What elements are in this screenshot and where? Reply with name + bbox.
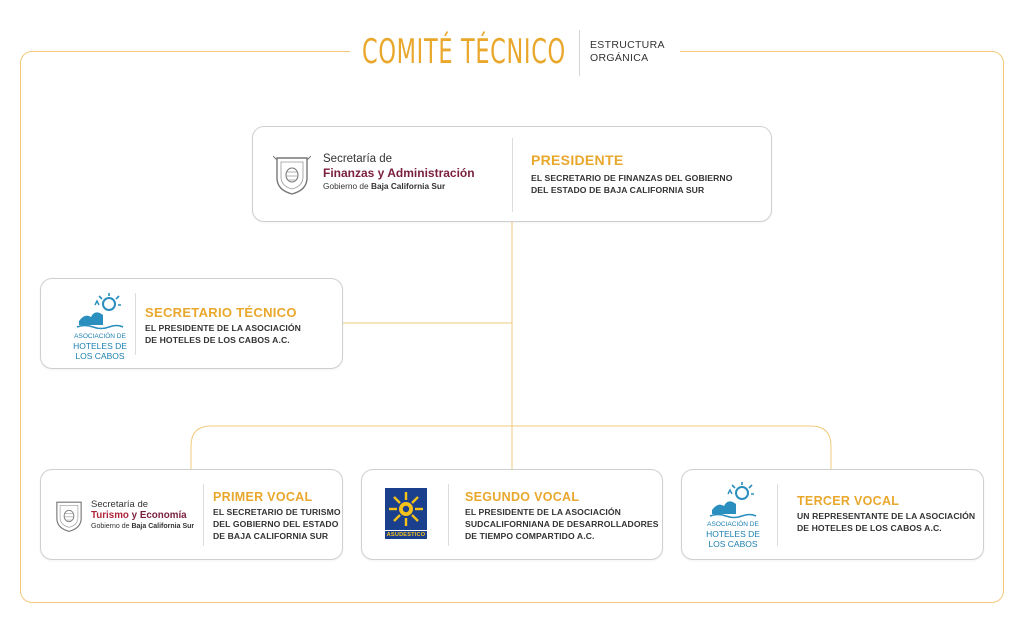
finanzas-logo-line2: Finanzas y Administración xyxy=(323,166,475,180)
presidente-separator xyxy=(512,138,513,212)
vocales-branch-line xyxy=(191,426,831,470)
primer-vocal-separator xyxy=(203,484,204,546)
hotel-logo-line2: HOTELES DE xyxy=(706,529,760,539)
finanzas-logo-line1: Secretaría de xyxy=(323,153,393,165)
hotel-association-logo-icon xyxy=(75,291,125,331)
segundo-vocal-card xyxy=(361,469,663,560)
turismo-logo-line1: Secretaría de xyxy=(91,499,149,510)
primer-vocal-description: EL SECRETARIO DE TURISMO DEL GOBIERNO DEL ESTADO DE BAJA CALIFORNIA SUR xyxy=(213,507,341,541)
header xyxy=(350,24,680,80)
finanzas-logo-text xyxy=(323,152,475,192)
hotel-association-logo-icon xyxy=(708,480,758,520)
hotel-logo-line3: LOS CABOS xyxy=(708,539,758,549)
secretario-card xyxy=(40,278,343,369)
bcs-coat-of-arms-icon xyxy=(53,499,85,533)
asudestico-label: ASUDESTICO xyxy=(386,532,426,538)
sun-icon xyxy=(385,488,427,530)
subtitle-line-2: ORGÁNICA xyxy=(590,52,649,64)
tercer-vocal-separator xyxy=(777,484,778,546)
presidente-card xyxy=(252,126,772,222)
secretario-description: EL PRESIDENTE DE LA ASOCIACIÓN DE HOTELES DE LOS CABOS A.C. xyxy=(145,323,301,345)
page-title: COMITÉ TÉCNICO xyxy=(362,32,566,72)
primer-vocal-title: PRIMER VOCAL xyxy=(213,490,313,504)
segundo-vocal-separator xyxy=(448,484,449,546)
secretario-title: SECRETARIO TÉCNICO xyxy=(145,305,297,320)
turismo-logo-line3: Gobierno de Baja California Sur xyxy=(91,523,195,530)
subtitle-line-1: ESTRUCTURA xyxy=(590,39,665,51)
tercer-vocal-description: UN REPRESENTANTE DE LA ASOCIACIÓN DE HOTELES DE LOS CABOS A.C. xyxy=(797,511,976,533)
asudestico-logo xyxy=(385,488,427,544)
presidente-title: PRESIDENTE xyxy=(531,152,624,168)
hotel-logo-line1: ASOCIACIÓN DE xyxy=(707,521,759,528)
segundo-vocal-title: SEGUNDO VOCAL xyxy=(465,490,580,504)
tercer-vocal-card xyxy=(681,469,984,560)
primer-vocal-card xyxy=(40,469,343,560)
turismo-logo-line2: Turismo y Economía xyxy=(91,510,187,521)
segundo-vocal-description: EL PRESIDENTE DE LA ASOCIACIÓN SUDCALIFORNIANA DE DESARROLLADORES DE TIEMPO COMPARTIDO A.C. xyxy=(465,507,659,541)
turismo-logo-text xyxy=(91,499,194,531)
secretario-separator xyxy=(135,293,136,355)
presidente-description: EL SECRETARIO DE FINANZAS DEL GOBIERNO DEL ESTADO DE BAJA CALIFORNIA SUR xyxy=(531,173,733,195)
hotel-logo-line1: ASOCIACIÓN DE xyxy=(74,333,126,340)
finanzas-logo-line3: Gobierno de Baja California Sur xyxy=(323,181,446,191)
page-subtitle xyxy=(590,39,665,65)
bcs-coat-of-arms-icon xyxy=(273,154,311,196)
header-divider xyxy=(579,30,580,76)
tercer-vocal-title: TERCER VOCAL xyxy=(797,494,900,508)
hotel-logo-line3: LOS CABOS xyxy=(75,351,125,361)
hotel-association-logo-text xyxy=(694,521,772,549)
hotel-logo-line2: HOTELES DE xyxy=(73,341,127,351)
hotel-association-logo-text xyxy=(61,333,139,361)
